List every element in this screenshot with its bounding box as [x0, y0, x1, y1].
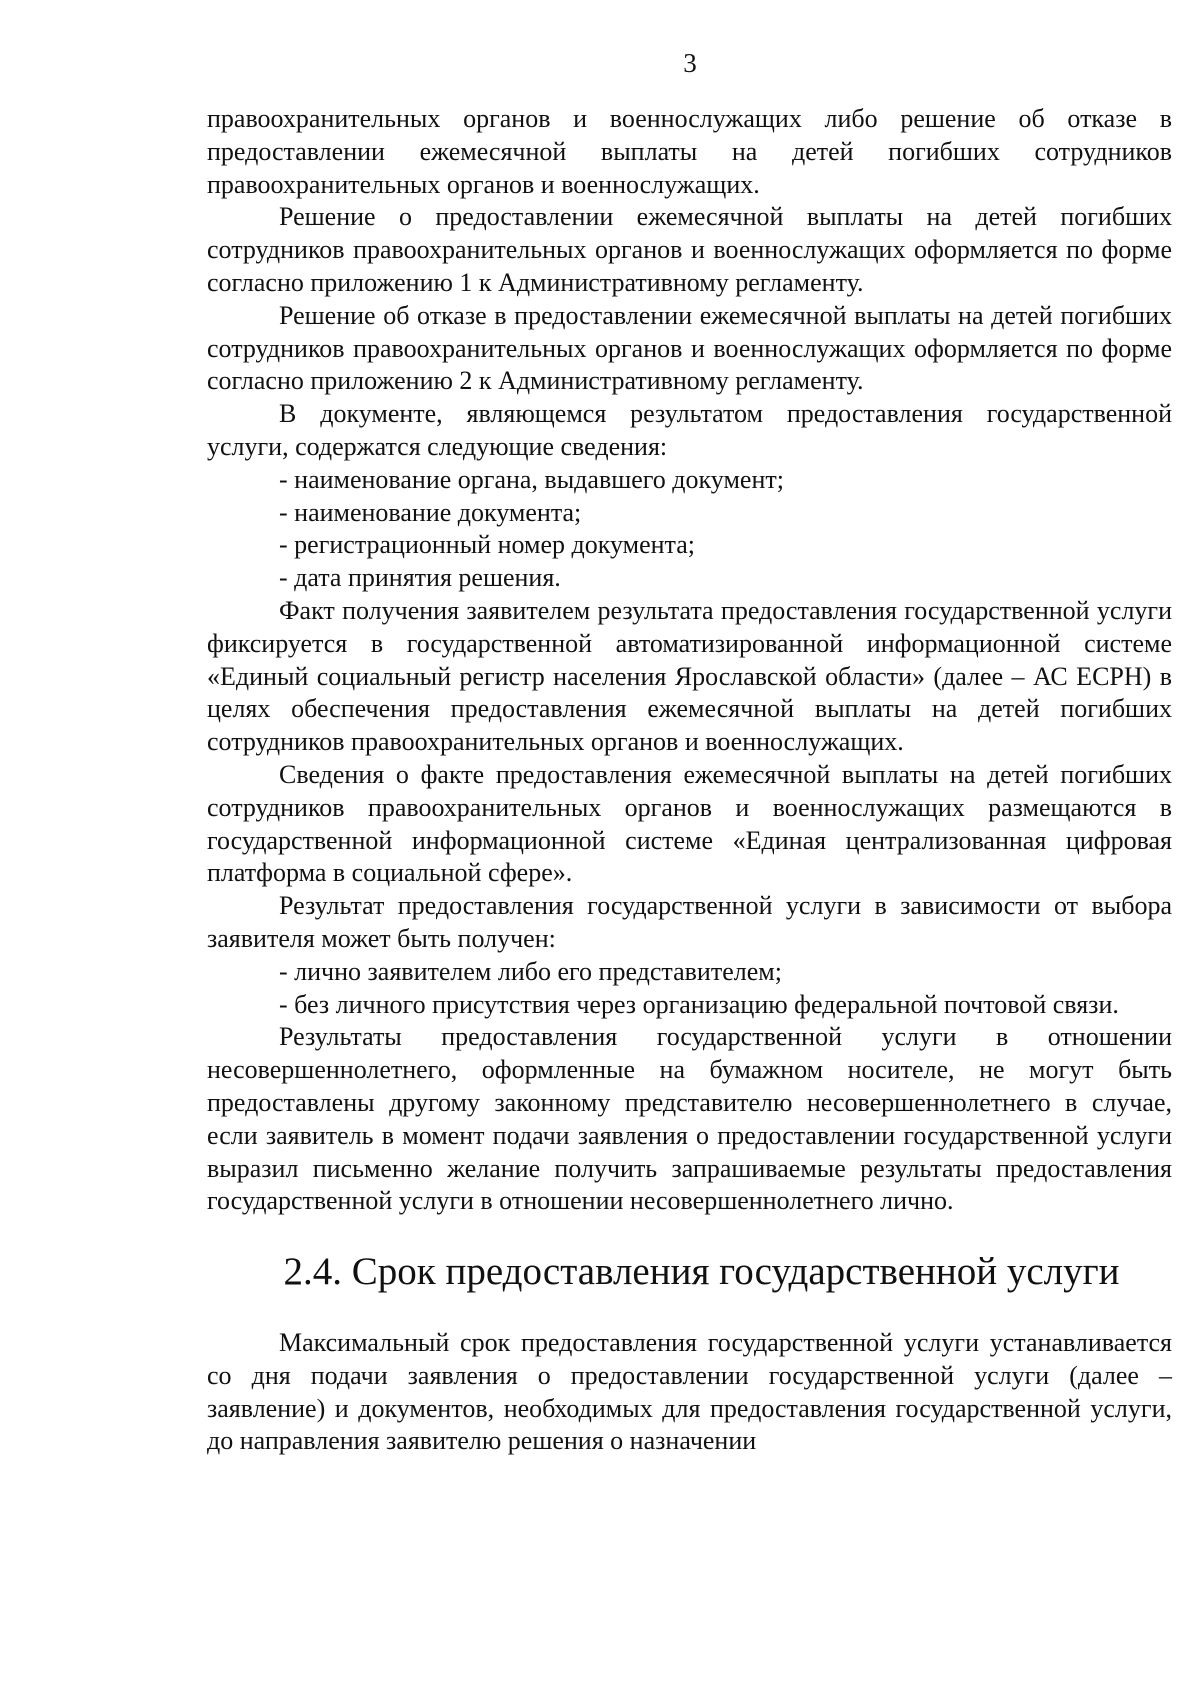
paragraph-max-term: Максимальный срок предоставления государственной услуги устанавливается со дня подачи заявления о предоставлении государственной услуги (далее – заявление) и документов, необходимых для предоставления государственной услуги, до направления заявителю решения о назначении [207, 1328, 1172, 1456]
list-item: - без личного присутствия через организацию федеральной почтовой связи. [279, 989, 1119, 1019]
paragraph-info-placement: Сведения о факте предоставления ежемесячной выплаты на детей погибших сотрудников правоохранительных органов и военнослужащих размещаются в государственной информационной системе «Единая централизованная цифровая платформа в социальной сфере». [207, 759, 1172, 888]
page-number: 3 [683, 48, 697, 78]
section-heading-text: 2.4. Срок предоставления государственной услуги [283, 1250, 1120, 1294]
list-item: - лично заявителем либо его представителем; [279, 956, 782, 986]
paragraph-minor-results: Результаты предоставления государственной услуги в отношении несовершеннолетнего, оформленные на бумажном носителе, не могут быть предоставлены другому законному представителю несовершеннолетнего в случае, если заявитель в момент подачи заявления о предоставлении государственной услуги выразил письменно желание получить запрашиваемые результаты предоставления государственной услуги в отношении несовершеннолетнего лично. [207, 1022, 1172, 1216]
paragraph-result-options: Результат предоставления государственной услуги в зависимости от выбора заявителя может быть получен: [207, 891, 1172, 953]
section-heading [207, 1250, 1172, 1294]
list-item: - регистрационный номер документа; [279, 530, 695, 560]
paragraph-receipt-fact: Факт получения заявителем результата предоставления государственной услуги фиксируется в государственной автоматизированной информационной системе «Единый социальный регистр населения Ярославской области» (далее – АС ЕСРН) в целях обеспечения предоставления ежемесячной выплаты на детей погибших сотрудников правоохранительных органов и военнослужащих. [207, 595, 1172, 757]
list-item: - наименование органа, выдавшего документ; [279, 464, 784, 494]
paragraph-decision-refusal: Решение об отказе в предоставлении ежемесячной выплаты на детей погибших сотрудников правоохранительных органов и военнослужащих оформляется по форме согласно приложению 2 к Административному регламенту. [207, 300, 1172, 396]
paragraph-continuation: правоохранительных органов и военнослужащих либо решение об отказе в предоставлении ежемесячной выплаты на детей погибших сотрудников правоохранительных органов и военнослужащих. [207, 104, 1172, 199]
paragraph-document-contents: В документе, являющемся результатом предоставления государственной услуги, содержатся следующие сведения: [207, 399, 1172, 461]
list-item: - дата принятия решения. [279, 563, 561, 593]
paragraph-decision-grant: Решение о предоставлении ежемесячной выплаты на детей погибших сотрудников правоохранительных органов и военнослужащих оформляется по форме согласно приложению 1 к Административному регламенту. [207, 202, 1172, 297]
list-item: - наименование документа; [279, 497, 582, 527]
document-body [207, 103, 1172, 1458]
